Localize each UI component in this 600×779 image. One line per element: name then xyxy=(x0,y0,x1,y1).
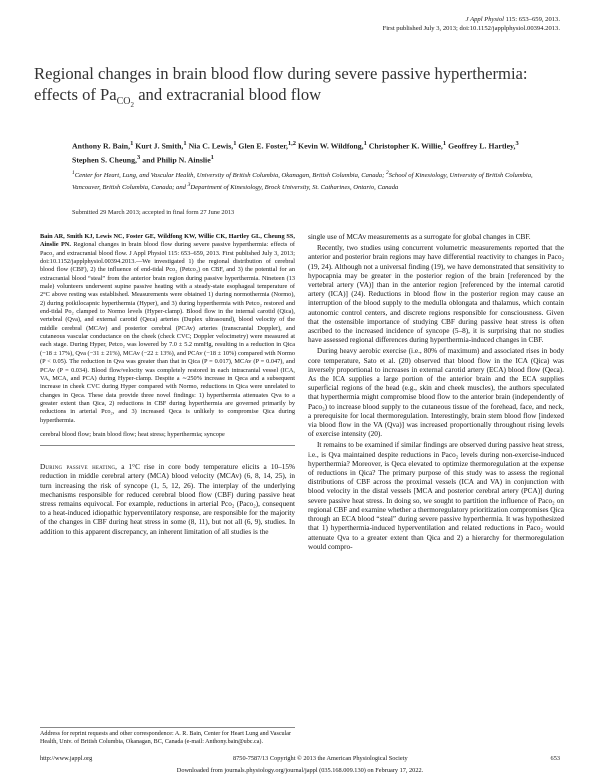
intro-paragraph: During passive heating, a 1°C rise in core body temperature elicits a 10–15% reduction in middle cerebral artery (MCA) blood velocity (MCAv) (6, 8, 14, 25), in turn increasing the risk of syncope (1, 5, 12, 26). The interplay of the underlying mechanisms responsible for reduced cerebral blood flow (CBF) during passive heat stress remains equivocal. For example, reductions in arterial Pco₂ (Paco₂), consequent to a heat-induced idiopathic hyperventilatory response, are responsible for the majority of the changes in CBF during heat stress in some (8, 11), but not all (6, 9), studies. In addition to this apparent discrepancy, an inherent limitation of all studies is the xyxy=(40,463,296,536)
author-name: Stephen S. Cheung, xyxy=(72,155,137,165)
body-paragraph: It remains to be examined if similar findings are observed during passive heat stress, i.e., is Qva maintained despite reductions in Paco₂ levels during non-exercise-induced hyperthermia? Moreover, is Qeca elevated to optimize thermoregulation at the expense of reductions in Qica? The primary purpose of this study was to assess the regional distributions of CBF across the proximal vessels (ICA and VA) in conjunction with blood velocity in the distal vessels [MCA and posterior cerebral artery (PCA)] during severe passive heat stress. In doing so, we sought to partition the influence of Paco₂ on regional CBF and examine whether a thermoregulatory prioritization compromises Qica through an ECA blood “steal” during severe passive hyperthermia. It was hypothesized that 1) hyperthermia-induced hyperventilation and related reductions in Paco₂ would attenuate Qva to a greater extent than Qica and 2) a hierarchy for thermoregulation would compro- xyxy=(308,441,564,551)
abstract-divider xyxy=(40,445,295,446)
journal-header xyxy=(240,16,560,33)
author-name: Anthony R. Bain, xyxy=(72,141,131,151)
copyright-line: 8750-7587/13 Copyright © 2013 the American Physiological Society xyxy=(233,755,408,762)
author-name: Geoffrey L. Hartley, xyxy=(448,141,516,151)
body-paragraph: Recently, two studies using concurrent volumetric measurements reported that the anterior and posterior brain regions may have differential reactivity to changes in Paco₂ (19, 24). Although not a universal finding (19), we have demonstrated that sensitivity to hypocapnia may be greater in the posterior region of the brain [referenced by the vertebral artery (VA)] than in the anterior region [referenced by the internal carotid artery (ICA)] (24). Reductions in blood flow in the posterior region may cause an interruption of the blood supply to the medulla oblongata and thalamus, which contain autonomic control centers, and discrete regions responsible for consciousness. Given that the ostensible importance of studying CBF during passive heat stress is often ascribed to the increased incidence of syncope (5–8), it is surprising that no studies have assessed regional differences during hyperthermia-induced changes in CBF. xyxy=(308,244,564,345)
author-list xyxy=(72,138,542,165)
download-notice: Downloaded from journals.physiology.org/journal/jappl (035.168.009.130) on February 17, 2022. xyxy=(176,767,424,774)
left-column xyxy=(40,233,295,539)
author-affiliation-mark: 1 xyxy=(210,153,214,161)
article-title: Regional changes in brain blood flow during severe passive hyperthermia: effects of $Pa_{CO_2}$ and extracranial blood flow xyxy=(34,64,528,109)
doi-line: First published July 3, 2013; doi:10.1152/japplphysiol.00394.2013. xyxy=(382,24,560,32)
author-affiliation-mark: 1 xyxy=(130,140,134,147)
author-affiliation-mark: 3 xyxy=(515,140,519,147)
author-name: Kevin W. Wildfong, xyxy=(298,141,364,151)
journal-name: J Appl Physiol xyxy=(465,16,504,23)
author-affiliation-mark: 1 xyxy=(442,140,447,147)
body-paragraph: single use of MCAv measurements as a surrogate for global changes in CBF. xyxy=(308,233,531,241)
right-column xyxy=(308,233,564,554)
journal-citation: 115: 653–659, 2013. xyxy=(505,16,560,23)
keywords: cerebral blood flow; brain blood flow; heat stress; hyperthermia; syncope xyxy=(40,430,225,438)
abstract: Bain AR, Smith KJ, Lewis NC, Foster GE, Wildfong KW, Willie CK, Hartley GL, Cheung SS, Ainslie PN. Regional changes in brain blood flow during severe passive hyperthermia: effects of Paco₂ and extracranial blood flow. J Appl Physiol 115: 653–659, 2013. First published July 3, 2013; doi:10.1152/japplphysiol.00394.2013.—We investigated 1) the regional distribution of cerebral blood flow (CBF), 2) the influence of end-tidal Pco₂ (Petco₂) on CBF, and 3) the potential for an extracranial blood “steal” from the anterior brain region during passive hyperthermia. Nineteen (13 male) volunteers underwent supine passive heating with a steady-state esophageal temperature of 2°C above resting was established. Measurements were obtained 1) during normothermia (Normo), 2) during poikilocapnic hyperthermia (Hyper), and 3) during hyperthermia with Petco₂ restored and end-tidal Po₂ clamped to Normo levels (Hyper-clamp). Blood flow in the internal carotid (Qica), vertebral (Qva), and external carotid (Qeca) arteries (Duplex ultrasound), blood velocity of the middle cerebral (MCAv) and posterior cerebral (PCAv) arteries (transcranial Doppler), and cutaneous vascular conductance on the cheek (check CVC; Doppler velocimetry) were measured at each stage. During Hyper, Petco₂ was lowered by 7.0 ± 5.2 mmHg, resulting in a reduction in Qica (−18 ± 17%), Qva (−31 ± 21%), MCAv (−22 ± 13%), and PCAv (−18 ± 10%) compared with Normo (P < 0.05). The reduction in Qva was greater than that in Qica (P = 0.017), MCAv (P = 0.047), and PCAv (P = 0.034). Blood flow/velocity was completely restored in each intracranial vessel (ICA, VA, MCA, and PCA) during Hyper-clamp. Despite a ∼250% increase in Qeca and a subsequent increase in cheek CVC during Hyper compared with Normo, reductions in Qica were unrelated to changes in Qeca. These data provide three novel findings: 1) hyperthermia attenuates Qva to a greater extent than Qica, 2) reductions in CBF during hyperthermia are governed primarily by reductions in arterial Pco₂, and 3) increased Qeca is unlikely to compromise Qica during hyperthermia. xyxy=(40,233,295,424)
page-number: 653 xyxy=(550,755,560,762)
submission-dates: Submitted 29 March 2013; accepted in final form 27 June 2013 xyxy=(72,209,235,216)
author-affiliation-mark: 1,2 xyxy=(287,140,297,147)
author-affiliation-mark: 1 xyxy=(233,140,237,147)
journal-link[interactable]: http://www.jappl.org xyxy=(40,755,93,762)
affiliations: $^1$Center for Heart, Lung, and Vascular Health, University of British Columbia, Okanagan, British Columbia, Canada; $^2$School of Kinesiology, University of British Columbia, Vancouver, British Columbia, Canada; and $^3$Department of Kinesiology, Brock University, St. Catharines, Ontario, Canada xyxy=(72,170,533,191)
author-name: Kurt J. Smith, xyxy=(135,141,184,151)
body-paragraph: During heavy aerobic exercise (i.e., 80% of maximum) and associated rises in body core temperature, Sato et al. (20) observed that blood flow in the ICA (Qica) was inversely proportional to increases in external carotid artery (ECA) blood flow (Qeca). As the ICA supplies a large portion of the anterior brain and the ECA supplies superficial regions of the head (e.g., skin and cheek muscles), the authors speculated that hyperthermia might compromise blood flow to the anterior brain (independently of Paco₂) to increase blood supply to the cutaneous tissue of the forehead, face, and neck, a prerequisite for local thermoregulation. Interestingly, brain stem blood flow [indexed via blood flow in the VA (Qva)] was increased proportionally throughout rising levels of exercise intensity (20). xyxy=(308,347,564,439)
author-name: and Philip N. Ainslie xyxy=(142,155,211,165)
author-name: Nia C. Lewis, xyxy=(188,141,234,151)
correspondence-footnote: Address for reprint requests and other correspondence: A. R. Bain, Center for Heart Lung and Vascular Health, Univ. of British Columbia, Okanagan, BC, Canada (e-mail: Anthony.bain@ubc.ca). xyxy=(40,727,295,747)
author-name: Glen E. Foster, xyxy=(238,141,288,151)
author-name: Christopher K. Willie, xyxy=(368,141,443,151)
author-affiliation-mark: 1 xyxy=(363,140,367,147)
author-affiliation-mark: 1 xyxy=(183,140,187,147)
author-affiliation-mark: 3 xyxy=(137,153,141,161)
